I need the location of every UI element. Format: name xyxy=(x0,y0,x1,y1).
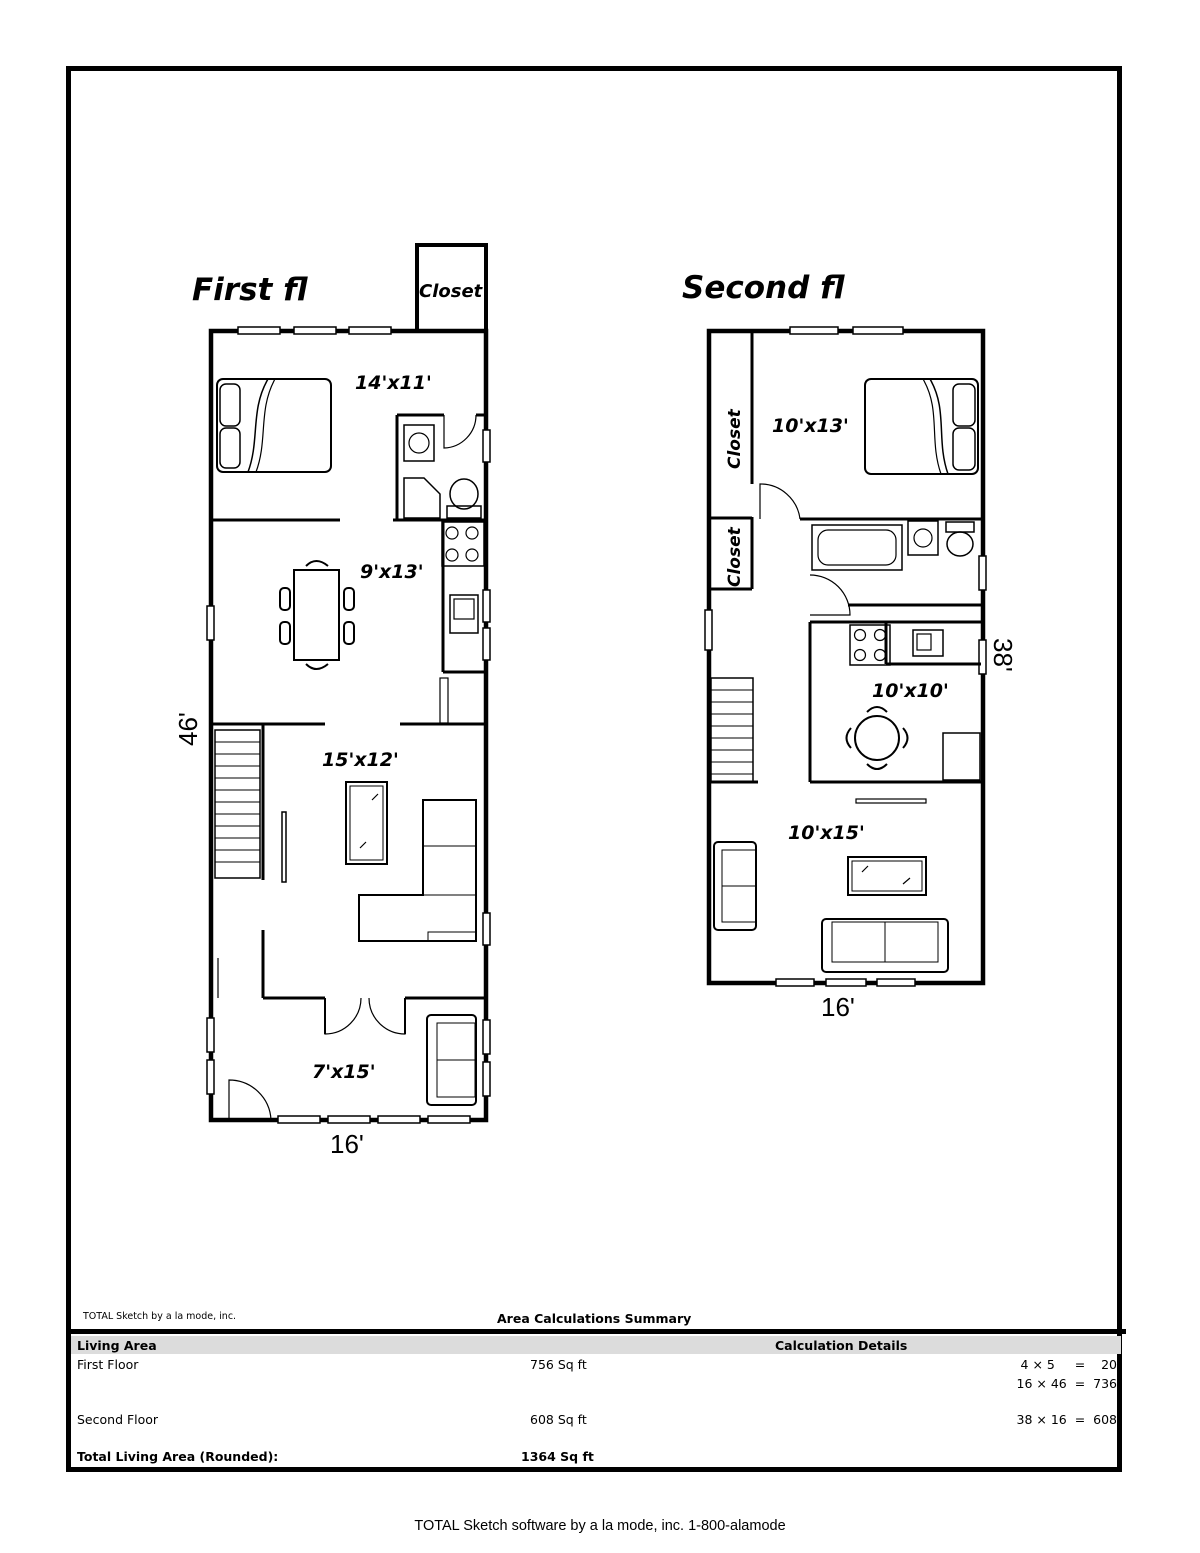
living-area-header: Living Area xyxy=(77,1338,157,1353)
second-floor-closet-2-label: Closet xyxy=(725,527,745,587)
first-floor-width-dimension: 16' xyxy=(330,1129,364,1159)
footer-credit: TOTAL Sketch software by a la mode, inc. 1-800-alamode xyxy=(414,1518,786,1534)
first-floor-calc-1: 4 × 5 = 20 xyxy=(1020,1357,1117,1372)
first-floor-calc-2: 16 × 46 = 736 xyxy=(1016,1376,1117,1391)
calculation-details-header: Calculation Details xyxy=(775,1338,908,1353)
second-floor-closet-1-label: Closet xyxy=(725,409,745,469)
second-floor-calc-1: 38 × 16 = 608 xyxy=(1016,1412,1117,1427)
second-floor-row-area: 608 Sq ft xyxy=(530,1412,587,1427)
first-floor-room-3-label: 15'x12' xyxy=(322,749,399,771)
first-floor-room-1-label: 14'x11' xyxy=(355,372,432,394)
first-floor-plan xyxy=(207,245,490,1123)
summary-title: Area Calculations Summary xyxy=(497,1311,692,1326)
first-floor-length-dimension: 46' xyxy=(173,712,203,746)
summary-divider xyxy=(66,1329,1126,1334)
first-floor-room-2-label: 9'x13' xyxy=(360,561,424,583)
second-floor-title: Second fl xyxy=(682,270,845,306)
second-floor-row-name: Second Floor xyxy=(77,1412,159,1427)
sketch-credit: TOTAL Sketch by a la mode, inc. xyxy=(83,1311,237,1322)
second-floor-width-dimension: 16' xyxy=(821,992,855,1022)
first-floor-row-name: First Floor xyxy=(77,1357,139,1372)
first-floor-closet-label: Closet xyxy=(419,281,483,302)
second-floor-room-1-label: 10'x13' xyxy=(772,415,849,437)
first-floor-room-4-label: 7'x15' xyxy=(312,1061,376,1083)
second-floor-room-2-label: 10'x10' xyxy=(872,680,949,702)
second-floor-length-dimension: 38' xyxy=(988,638,1018,672)
second-floor-room-3-label: 10'x15' xyxy=(788,822,865,844)
total-living-area-value: 1364 Sq ft xyxy=(521,1449,594,1464)
total-living-area-label: Total Living Area (Rounded): xyxy=(77,1449,279,1464)
first-floor-title: First fl xyxy=(192,272,308,308)
summary-header-bar xyxy=(71,1336,1121,1354)
first-floor-row-area: 756 Sq ft xyxy=(530,1357,587,1372)
